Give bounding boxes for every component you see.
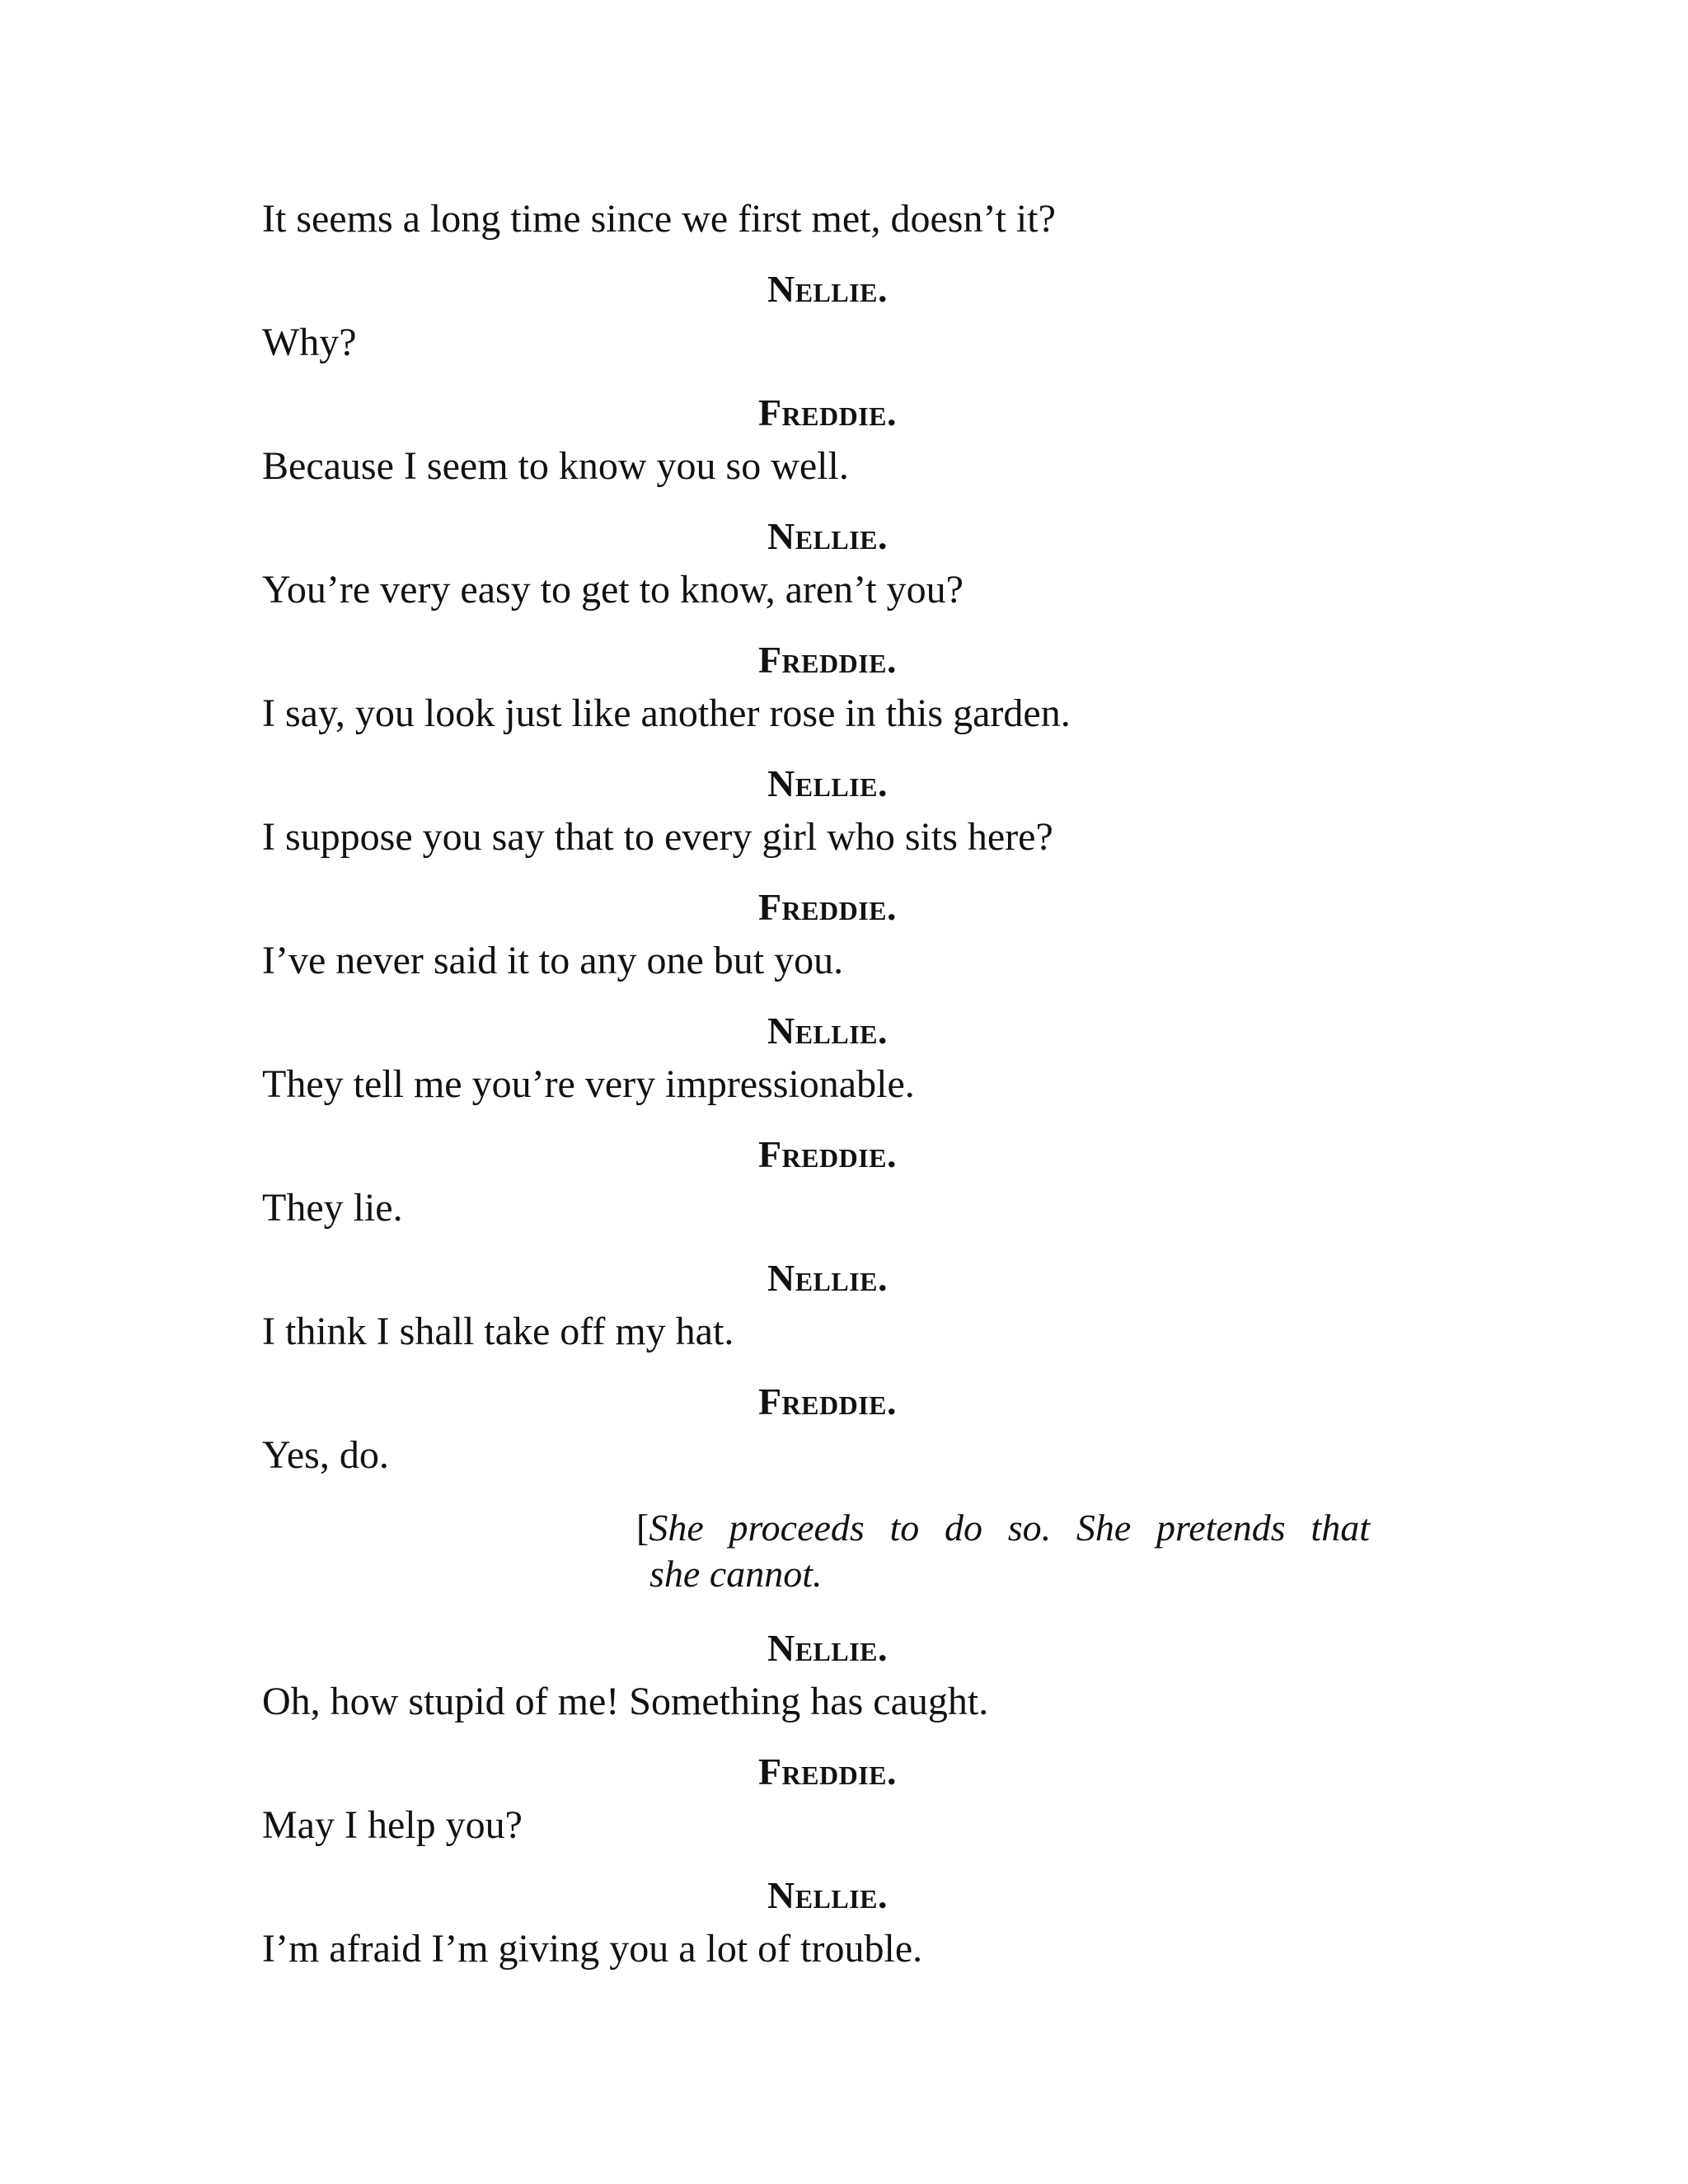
dialogue-line: Oh, how stupid of me! Something has caught. [262, 1680, 989, 1723]
speaker-label: Freddie. [757, 1380, 898, 1422]
speaker-label: Freddie. [757, 639, 898, 681]
speaker-label: Freddie. [757, 1750, 898, 1793]
speaker-name [0, 761, 1688, 807]
stage-direction-text: She proceeds to do so. She pretends that [649, 1507, 1370, 1549]
speaker-name [0, 1379, 1688, 1425]
dialogue-line: It seems a long time since we first met, doesn’t it? [262, 197, 1056, 241]
stage-direction-bracket: [ [636, 1507, 649, 1549]
speaker-label: Nellie. [767, 268, 889, 310]
dialogue-line: I think I shall take off my hat. [262, 1310, 734, 1353]
speaker-label: Nellie. [767, 1874, 889, 1916]
speaker-name [0, 1625, 1688, 1671]
speaker-name [0, 1255, 1688, 1301]
speaker-name [0, 884, 1688, 930]
dialogue-line: They lie. [262, 1186, 403, 1230]
speaker-label: Nellie. [767, 1257, 889, 1299]
dialogue-line: I’ve never said it to any one but you. [262, 939, 844, 982]
speaker-name [0, 1132, 1688, 1178]
speaker-label: Nellie. [767, 1010, 889, 1052]
speaker-name [0, 637, 1688, 683]
dialogue-line: Why? [262, 321, 357, 364]
speaker-name [0, 266, 1688, 312]
dialogue-line: I suppose you say that to every girl who sits here? [262, 815, 1053, 859]
dialogue-line: Because I seem to know you so well. [262, 444, 849, 488]
stage-direction-line-2: she cannot. [649, 1553, 823, 1595]
dialogue-line: I say, you look just like another rose in this garden. [262, 691, 1071, 735]
speaker-name [0, 1008, 1688, 1054]
speaker-label: Nellie. [767, 1627, 889, 1669]
stage-direction [636, 1505, 1370, 1597]
speaker-name [0, 1749, 1688, 1795]
dialogue-line: You’re very easy to get to know, aren’t you? [262, 568, 964, 612]
dialogue-line: They tell me you’re very impressionable. [262, 1062, 915, 1106]
speaker-label: Freddie. [757, 886, 898, 928]
dialogue-line: Yes, do. [262, 1433, 389, 1477]
speaker-name [0, 1872, 1688, 1919]
stage-direction-line-1 [636, 1505, 1370, 1551]
speaker-label: Freddie. [757, 391, 898, 434]
dialogue-line: I’m afraid I’m giving you a lot of trouble. [262, 1927, 923, 1971]
dialogue-line: May I help you? [262, 1803, 523, 1847]
speaker-label: Nellie. [767, 515, 889, 557]
speaker-name [0, 513, 1688, 560]
speaker-label: Nellie. [767, 762, 889, 804]
speaker-name [0, 390, 1688, 436]
speaker-label: Freddie. [757, 1133, 898, 1175]
